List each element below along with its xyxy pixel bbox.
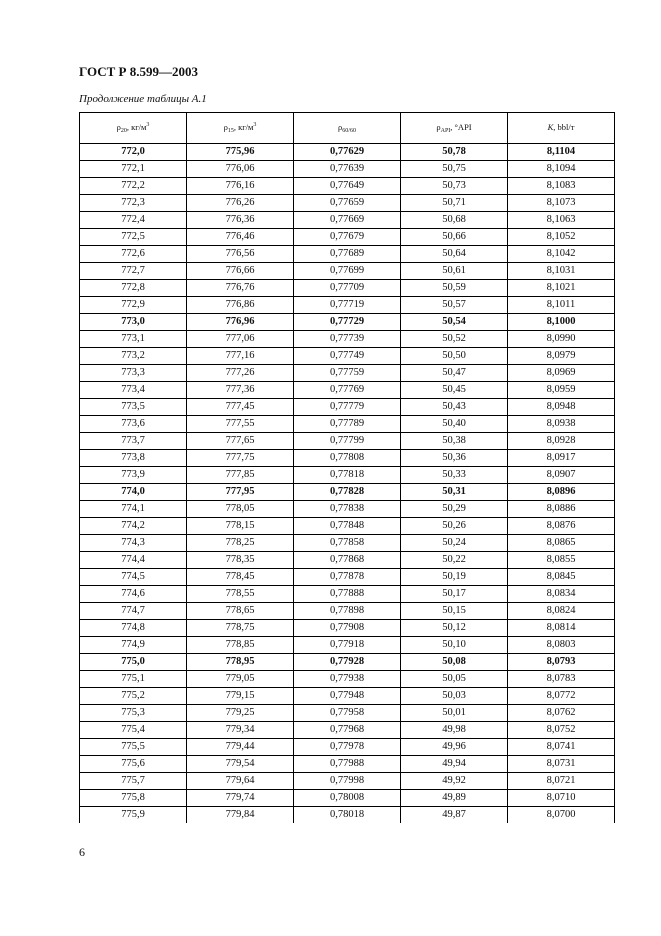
- table-cell: 8,0865: [508, 535, 615, 552]
- table-cell: 49,98: [401, 722, 508, 739]
- table-cell: 779,05: [187, 671, 294, 688]
- column-header-k: K, bbl/т: [508, 113, 615, 144]
- table-cell: 775,2: [80, 688, 187, 705]
- table-cell: 779,84: [187, 807, 294, 824]
- table-cell: 0,77978: [294, 739, 401, 756]
- table-cell: 772,8: [80, 280, 187, 297]
- table-cell: 49,94: [401, 756, 508, 773]
- table-cell: 8,0886: [508, 501, 615, 518]
- table-cell: 0,77669: [294, 212, 401, 229]
- table-cell: 772,4: [80, 212, 187, 229]
- table-cell: 8,0772: [508, 688, 615, 705]
- table-cell: 8,0959: [508, 382, 615, 399]
- table-cell: 8,1011: [508, 297, 615, 314]
- table-cell: 50,71: [401, 195, 508, 212]
- table-cell: 0,77779: [294, 399, 401, 416]
- table-cell: 775,9: [80, 807, 187, 824]
- table-cell: 8,1063: [508, 212, 615, 229]
- column-header-rho60-60: $\rho_{60/60}$: [294, 113, 401, 144]
- table-cell: 50,03: [401, 688, 508, 705]
- table-cell: 777,26: [187, 365, 294, 382]
- table-cell: 0,77799: [294, 433, 401, 450]
- table-cell: 775,6: [80, 756, 187, 773]
- table-cell: 777,75: [187, 450, 294, 467]
- table-cell: 779,25: [187, 705, 294, 722]
- table-cell: 8,0907: [508, 467, 615, 484]
- table-cell: 776,66: [187, 263, 294, 280]
- table-cell: 779,64: [187, 773, 294, 790]
- table-row: [80, 331, 615, 348]
- document-header: ГОСТ Р 8.599—2003: [79, 64, 198, 79]
- density-table: [79, 112, 615, 823]
- table-cell: 774,2: [80, 518, 187, 535]
- table-cell: 50,31: [401, 484, 508, 501]
- table-cell: 772,9: [80, 297, 187, 314]
- table-row: [80, 705, 615, 722]
- table-cell: 8,0721: [508, 773, 615, 790]
- table-cell: 0,77749: [294, 348, 401, 365]
- table-row: [80, 552, 615, 569]
- table-row: [80, 365, 615, 382]
- table-cell: 776,36: [187, 212, 294, 229]
- table-row: [80, 790, 615, 807]
- table-row: [80, 399, 615, 416]
- table-cell: 8,0700: [508, 807, 615, 824]
- table-cell: 0,78008: [294, 790, 401, 807]
- table-cell: 778,25: [187, 535, 294, 552]
- table-cell: 777,45: [187, 399, 294, 416]
- table-cell: 773,0: [80, 314, 187, 331]
- table-cell: 50,01: [401, 705, 508, 722]
- table-cell: 8,0741: [508, 739, 615, 756]
- table-cell: 8,0824: [508, 603, 615, 620]
- table-cell: 50,52: [401, 331, 508, 348]
- table-cell: 776,46: [187, 229, 294, 246]
- table-cell: 0,77729: [294, 314, 401, 331]
- table-row: [80, 195, 615, 212]
- table-row: [80, 348, 615, 365]
- table-cell: 0,77948: [294, 688, 401, 705]
- table-cell: 8,0979: [508, 348, 615, 365]
- table-cell: 50,73: [401, 178, 508, 195]
- table-cell: 0,77828: [294, 484, 401, 501]
- table-cell: 8,0855: [508, 552, 615, 569]
- table-cell: 778,05: [187, 501, 294, 518]
- table-cell: 775,8: [80, 790, 187, 807]
- table-cell: 8,1031: [508, 263, 615, 280]
- table-cell: 8,1021: [508, 280, 615, 297]
- table-cell: 50,08: [401, 654, 508, 671]
- table-cell: 8,0793: [508, 654, 615, 671]
- table-cell: 778,15: [187, 518, 294, 535]
- table-row: [80, 416, 615, 433]
- table-cell: 50,61: [401, 263, 508, 280]
- table-cell: 0,77868: [294, 552, 401, 569]
- table-row: [80, 535, 615, 552]
- column-header-rho-api: $\rho_{API}$, °API: [401, 113, 508, 144]
- table-cell: 50,24: [401, 535, 508, 552]
- table-row: [80, 603, 615, 620]
- table-row: [80, 144, 615, 161]
- table-cell: 8,0803: [508, 637, 615, 654]
- table-cell: 774,6: [80, 586, 187, 603]
- table-cell: 779,54: [187, 756, 294, 773]
- table-caption: Продолжение таблицы А.1: [79, 93, 207, 105]
- table-row: [80, 467, 615, 484]
- table-row: [80, 314, 615, 331]
- table-cell: 8,0834: [508, 586, 615, 603]
- table-cell: 0,77998: [294, 773, 401, 790]
- table-cell: 0,77789: [294, 416, 401, 433]
- table-cell: 775,96: [187, 144, 294, 161]
- table-cell: 779,74: [187, 790, 294, 807]
- table-cell: 778,95: [187, 654, 294, 671]
- column-header-rho20: $\rho_{20}$, $кг/м^3$: [80, 113, 187, 144]
- table-cell: 8,0845: [508, 569, 615, 586]
- table-cell: 0,77709: [294, 280, 401, 297]
- table-cell: 49,92: [401, 773, 508, 790]
- table-cell: 50,45: [401, 382, 508, 399]
- table-cell: 772,1: [80, 161, 187, 178]
- table-cell: 778,75: [187, 620, 294, 637]
- table-cell: 8,0969: [508, 365, 615, 382]
- page-number: 6: [79, 845, 85, 859]
- table-cell: 50,29: [401, 501, 508, 518]
- table-cell: 0,77988: [294, 756, 401, 773]
- table-cell: 0,77759: [294, 365, 401, 382]
- table-cell: 50,78: [401, 144, 508, 161]
- table-cell: 0,77838: [294, 501, 401, 518]
- table-cell: 8,0710: [508, 790, 615, 807]
- table-cell: 778,35: [187, 552, 294, 569]
- table-cell: 0,77649: [294, 178, 401, 195]
- table-cell: 50,59: [401, 280, 508, 297]
- table-cell: 777,85: [187, 467, 294, 484]
- table-row: [80, 722, 615, 739]
- table-cell: 50,75: [401, 161, 508, 178]
- table-row: [80, 212, 615, 229]
- table-row: [80, 756, 615, 773]
- table-cell: 772,5: [80, 229, 187, 246]
- table-row: [80, 229, 615, 246]
- table-row: [80, 246, 615, 263]
- table-cell: 774,4: [80, 552, 187, 569]
- table-cell: 776,96: [187, 314, 294, 331]
- table-cell: 49,89: [401, 790, 508, 807]
- table-cell: 0,77818: [294, 467, 401, 484]
- table-cell: 50,57: [401, 297, 508, 314]
- table-row: [80, 161, 615, 178]
- table-cell: 778,65: [187, 603, 294, 620]
- table-cell: 50,50: [401, 348, 508, 365]
- table-cell: 772,3: [80, 195, 187, 212]
- table-cell: 773,2: [80, 348, 187, 365]
- table-cell: 778,45: [187, 569, 294, 586]
- table-cell: 50,05: [401, 671, 508, 688]
- table-cell: 50,64: [401, 246, 508, 263]
- table-cell: 50,26: [401, 518, 508, 535]
- table-row: [80, 773, 615, 790]
- table-row: [80, 637, 615, 654]
- table-cell: 0,77848: [294, 518, 401, 535]
- table-cell: 772,6: [80, 246, 187, 263]
- table-cell: 777,95: [187, 484, 294, 501]
- table-cell: 50,47: [401, 365, 508, 382]
- table-body: [80, 144, 615, 824]
- table-cell: 773,5: [80, 399, 187, 416]
- table-cell: 773,7: [80, 433, 187, 450]
- table-cell: 0,77968: [294, 722, 401, 739]
- table-cell: 8,0948: [508, 399, 615, 416]
- table-cell: 50,66: [401, 229, 508, 246]
- table-cell: 774,5: [80, 569, 187, 586]
- table-cell: 50,22: [401, 552, 508, 569]
- table-cell: 50,12: [401, 620, 508, 637]
- table-cell: 773,9: [80, 467, 187, 484]
- table-cell: 50,68: [401, 212, 508, 229]
- table-cell: 778,85: [187, 637, 294, 654]
- table-cell: 0,77908: [294, 620, 401, 637]
- table-cell: 776,76: [187, 280, 294, 297]
- table-cell: 8,0731: [508, 756, 615, 773]
- table-row: [80, 586, 615, 603]
- table-cell: 50,43: [401, 399, 508, 416]
- table-cell: 774,9: [80, 637, 187, 654]
- table-row: [80, 280, 615, 297]
- table-cell: 0,77679: [294, 229, 401, 246]
- table-cell: 0,77659: [294, 195, 401, 212]
- table-cell: 775,5: [80, 739, 187, 756]
- table-cell: 772,7: [80, 263, 187, 280]
- table-cell: 777,65: [187, 433, 294, 450]
- table-cell: 49,96: [401, 739, 508, 756]
- table-cell: 777,55: [187, 416, 294, 433]
- table-cell: 775,3: [80, 705, 187, 722]
- table-row: [80, 739, 615, 756]
- table-cell: 773,1: [80, 331, 187, 348]
- table-cell: 50,17: [401, 586, 508, 603]
- table-cell: 776,16: [187, 178, 294, 195]
- table-cell: 0,77888: [294, 586, 401, 603]
- table-cell: 50,19: [401, 569, 508, 586]
- table-row: [80, 569, 615, 586]
- table-row: [80, 671, 615, 688]
- table-cell: 8,0762: [508, 705, 615, 722]
- table-row: [80, 297, 615, 314]
- table-cell: 774,8: [80, 620, 187, 637]
- table-cell: 0,77739: [294, 331, 401, 348]
- table-cell: 0,77928: [294, 654, 401, 671]
- table-cell: 775,1: [80, 671, 187, 688]
- table-cell: 772,2: [80, 178, 187, 195]
- table-cell: 0,77918: [294, 637, 401, 654]
- table-cell: 0,77719: [294, 297, 401, 314]
- table-row: [80, 518, 615, 535]
- table-cell: 8,1094: [508, 161, 615, 178]
- table-cell: 773,3: [80, 365, 187, 382]
- table-cell: 8,0783: [508, 671, 615, 688]
- table-cell: 774,0: [80, 484, 187, 501]
- table-cell: 0,77858: [294, 535, 401, 552]
- table-cell: 0,77699: [294, 263, 401, 280]
- table-row: [80, 501, 615, 518]
- table-row: [80, 620, 615, 637]
- table-cell: 772,0: [80, 144, 187, 161]
- table-cell: 779,34: [187, 722, 294, 739]
- table-cell: 50,38: [401, 433, 508, 450]
- table-cell: 777,36: [187, 382, 294, 399]
- table-row: [80, 654, 615, 671]
- table-cell: 8,0990: [508, 331, 615, 348]
- table-cell: 8,0917: [508, 450, 615, 467]
- table-row: [80, 484, 615, 501]
- table-row: [80, 433, 615, 450]
- table-cell: 0,77878: [294, 569, 401, 586]
- table-cell: 777,06: [187, 331, 294, 348]
- table-cell: 777,16: [187, 348, 294, 365]
- table-cell: 0,77898: [294, 603, 401, 620]
- table-cell: 779,15: [187, 688, 294, 705]
- table-cell: 775,7: [80, 773, 187, 790]
- table-cell: 776,06: [187, 161, 294, 178]
- table-row: [80, 178, 615, 195]
- table-row: [80, 263, 615, 280]
- table-cell: 50,15: [401, 603, 508, 620]
- table-cell: 50,10: [401, 637, 508, 654]
- table-row: [80, 807, 615, 824]
- table-cell: 8,0752: [508, 722, 615, 739]
- table-header-row: [80, 113, 615, 144]
- table-cell: 50,33: [401, 467, 508, 484]
- table-cell: 8,1042: [508, 246, 615, 263]
- table-cell: 776,26: [187, 195, 294, 212]
- table-cell: 775,4: [80, 722, 187, 739]
- table-cell: 8,1000: [508, 314, 615, 331]
- table-cell: 8,0876: [508, 518, 615, 535]
- table-row: [80, 450, 615, 467]
- table-cell: 774,3: [80, 535, 187, 552]
- table-row: [80, 688, 615, 705]
- table-cell: 773,6: [80, 416, 187, 433]
- table-cell: 8,0938: [508, 416, 615, 433]
- table-cell: 50,54: [401, 314, 508, 331]
- table-cell: 0,77769: [294, 382, 401, 399]
- table-cell: 8,1052: [508, 229, 615, 246]
- table-cell: 0,77958: [294, 705, 401, 722]
- table-cell: 0,78018: [294, 807, 401, 824]
- table-cell: 8,1073: [508, 195, 615, 212]
- table-row: [80, 382, 615, 399]
- table-cell: 0,77938: [294, 671, 401, 688]
- table-cell: 50,36: [401, 450, 508, 467]
- table-cell: 774,1: [80, 501, 187, 518]
- table-cell: 773,8: [80, 450, 187, 467]
- column-header-rho15: $\rho_{15}$, $кг/м^3$: [187, 113, 294, 144]
- table-cell: 775,0: [80, 654, 187, 671]
- table-cell: 8,1104: [508, 144, 615, 161]
- table-cell: 774,7: [80, 603, 187, 620]
- table-cell: 0,77639: [294, 161, 401, 178]
- table-cell: 779,44: [187, 739, 294, 756]
- table-cell: 776,56: [187, 246, 294, 263]
- table-cell: 50,40: [401, 416, 508, 433]
- table-cell: 49,87: [401, 807, 508, 824]
- table-cell: 8,0928: [508, 433, 615, 450]
- table-cell: 8,1083: [508, 178, 615, 195]
- table-cell: 778,55: [187, 586, 294, 603]
- table-cell: 0,77689: [294, 246, 401, 263]
- table-cell: 776,86: [187, 297, 294, 314]
- table-cell: 8,0814: [508, 620, 615, 637]
- table-cell: 8,0896: [508, 484, 615, 501]
- table-cell: 0,77629: [294, 144, 401, 161]
- table-cell: 0,77808: [294, 450, 401, 467]
- table-cell: 773,4: [80, 382, 187, 399]
